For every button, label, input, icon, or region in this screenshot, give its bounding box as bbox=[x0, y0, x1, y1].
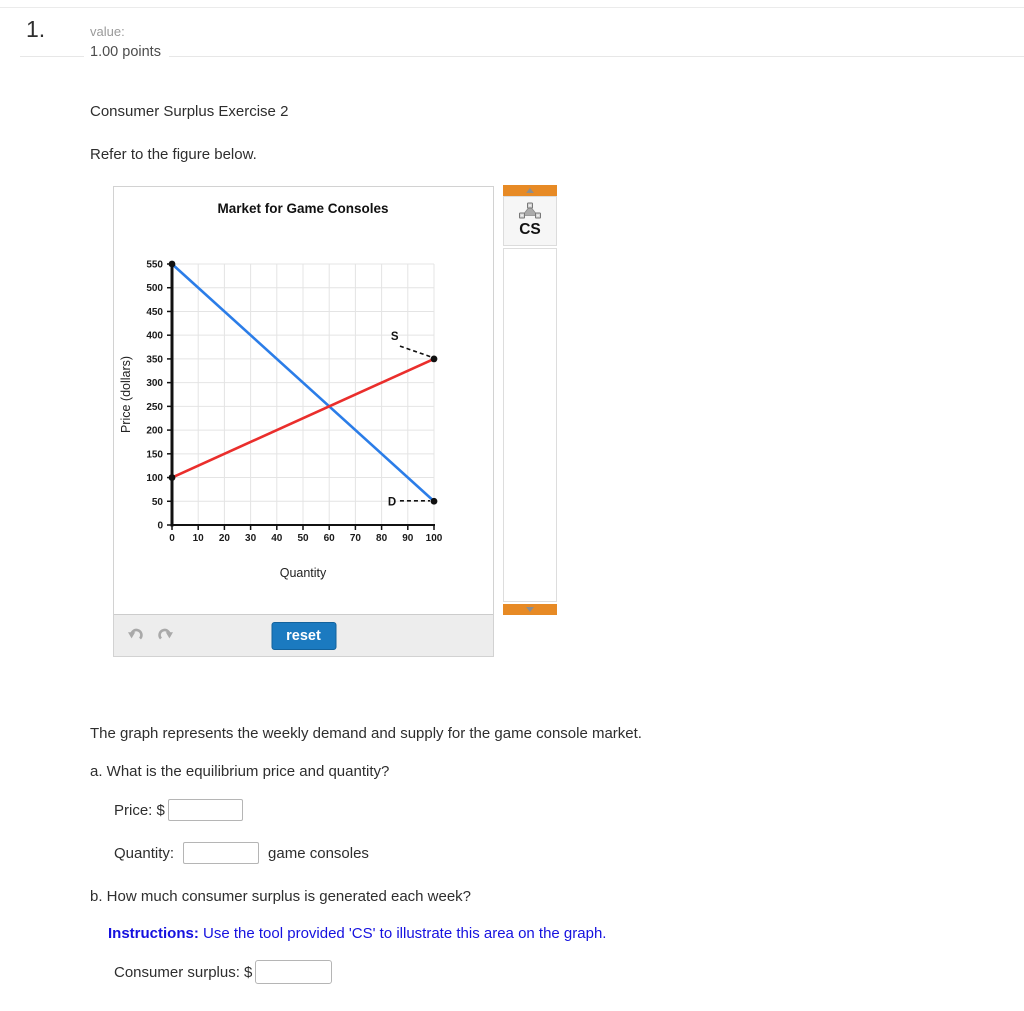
supply-endpoint-marker bbox=[431, 356, 438, 363]
price-label: Price: $ bbox=[114, 801, 165, 819]
demand-endpoint-marker bbox=[169, 261, 176, 268]
instructions-text bbox=[108, 925, 606, 942]
market-chart bbox=[114, 187, 493, 614]
y-tick-label: 150 bbox=[146, 449, 163, 461]
points-label: 1.00 points bbox=[84, 44, 169, 64]
x-tick-label: 0 bbox=[169, 533, 175, 544]
quantity-row bbox=[114, 842, 369, 864]
y-tick-label: 550 bbox=[146, 259, 163, 271]
y-tick-label: 0 bbox=[157, 520, 163, 532]
redo-icon[interactable] bbox=[156, 628, 173, 643]
description-text: The graph represents the weekly demand and supply for the game console market. bbox=[90, 725, 642, 742]
y-tick-label: 500 bbox=[146, 283, 163, 295]
x-tick-label: 60 bbox=[323, 533, 335, 544]
refer-text: Refer to the figure below. bbox=[90, 146, 257, 163]
price-input[interactable] bbox=[168, 799, 243, 821]
part-b-text: b. How much consumer surplus is generated each week? bbox=[90, 888, 472, 905]
tool-scroll-up-bar[interactable] bbox=[503, 185, 557, 196]
quantity-label: Quantity: bbox=[114, 844, 175, 862]
x-tick-label: 80 bbox=[376, 533, 388, 544]
cs-tool-label: CS bbox=[519, 221, 541, 238]
consumer-surplus-row bbox=[114, 960, 332, 984]
cs-tool-button[interactable] bbox=[503, 196, 557, 246]
x-tick-label: 30 bbox=[245, 533, 257, 544]
top-divider bbox=[0, 7, 1024, 8]
y-tick-label: 50 bbox=[151, 496, 163, 508]
price-row bbox=[114, 799, 243, 821]
triangle-up-icon bbox=[526, 188, 534, 193]
x-tick-label: 100 bbox=[425, 533, 443, 544]
supply-label-leader bbox=[400, 346, 431, 357]
x-tick-label: 20 bbox=[218, 533, 230, 544]
exercise-title: Consumer Surplus Exercise 2 bbox=[90, 103, 289, 120]
x-tick-label: 50 bbox=[297, 533, 309, 544]
value-label: value: bbox=[90, 24, 125, 39]
part-a-text: a. What is the equilibrium price and quantity? bbox=[90, 763, 390, 780]
y-tick-label: 200 bbox=[146, 425, 163, 437]
question-number: 1. bbox=[26, 16, 46, 42]
y-tick-label: 300 bbox=[146, 378, 163, 390]
x-tick-label: 10 bbox=[192, 533, 204, 544]
demand-endpoint-marker bbox=[431, 498, 438, 505]
triangle-down-icon bbox=[526, 607, 534, 612]
y-tick-label: 250 bbox=[146, 401, 163, 413]
consumer-surplus-input[interactable] bbox=[255, 960, 332, 984]
tool-scroll-down-bar[interactable] bbox=[503, 604, 557, 615]
y-tick-label: 400 bbox=[146, 330, 163, 342]
chart-title: Market for Game Consoles bbox=[217, 201, 389, 216]
y-axis-label: Price (dollars) bbox=[119, 355, 133, 434]
supply-label: S bbox=[390, 331, 399, 344]
area-polygon-tool-icon bbox=[517, 202, 543, 220]
x-tick-label: 90 bbox=[402, 533, 414, 544]
chart-toolbar bbox=[114, 614, 493, 656]
x-tick-label: 70 bbox=[349, 533, 361, 544]
instructions-bold: Instructions: bbox=[108, 925, 199, 942]
instructions-rest: Use the tool provided 'CS' to illustrate this area on the graph. bbox=[198, 925, 607, 942]
chart-canvas[interactable] bbox=[114, 187, 493, 614]
y-tick-label: 100 bbox=[146, 473, 163, 485]
figure-widget bbox=[113, 186, 494, 657]
y-tick-label: 450 bbox=[146, 306, 163, 318]
y-tick-label: 350 bbox=[146, 354, 163, 366]
consumer-surplus-label: Consumer surplus: $ bbox=[114, 963, 253, 981]
quantity-input[interactable] bbox=[183, 842, 259, 864]
x-tick-label: 40 bbox=[271, 533, 283, 544]
quantity-suffix: game consoles bbox=[268, 844, 369, 862]
supply-endpoint-marker bbox=[169, 474, 176, 481]
demand-label: D bbox=[387, 496, 397, 509]
tool-panel-body bbox=[503, 248, 557, 602]
reset-button[interactable]: reset bbox=[271, 622, 336, 650]
points-divider bbox=[20, 56, 1024, 57]
x-axis-label: Quantity bbox=[279, 566, 327, 580]
undo-icon[interactable] bbox=[128, 628, 145, 643]
cs-tool-strip bbox=[503, 185, 557, 615]
